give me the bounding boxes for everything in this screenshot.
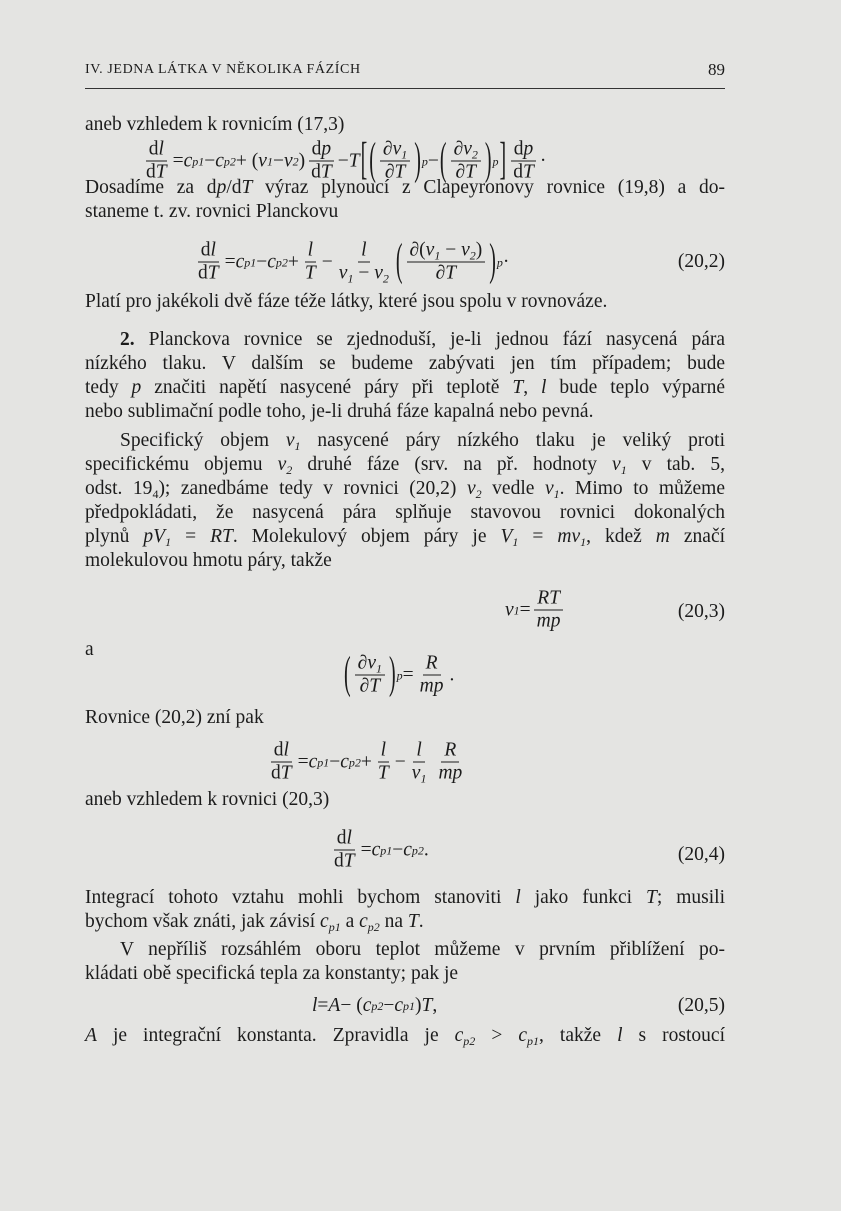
math-variable: l — [158, 138, 164, 160]
subscript: 4 — [152, 487, 159, 501]
equation-v1: v 1 = $\frac{RT}{mp}$ — [505, 588, 567, 633]
text-run: Planckova rovnice se zjednoduší, je-li jednou fází nasycená pára — [134, 329, 725, 350]
paren: ) — [484, 134, 492, 186]
text-line — [85, 706, 725, 730]
math-variable: T — [394, 161, 406, 183]
numerator — [413, 740, 424, 763]
math-variable: c — [215, 150, 224, 171]
math-variable: T — [241, 177, 253, 198]
numerator — [358, 240, 369, 263]
text-run: d — [311, 161, 321, 183]
denominator — [375, 763, 392, 785]
paren: ) — [388, 648, 396, 700]
math-variable: c — [394, 995, 404, 1016]
text-run: značí — [669, 526, 726, 547]
running-title: IV. JEDNA LÁTKA V NĚKOLIKA FÁZÍCH — [85, 62, 361, 77]
math-variable: v — [392, 138, 402, 160]
text-run: na — [379, 911, 408, 932]
subscript: 1 — [553, 487, 560, 501]
math-variable: T — [646, 887, 657, 908]
text-run: vedle — [481, 478, 545, 499]
text-run: d — [146, 161, 156, 183]
text-run: nebo sublimační podle toho, je-li druhá fáze kapalná nebo pevná. — [85, 401, 594, 422]
text-run: ) — [475, 239, 483, 261]
text-run: = — [224, 251, 236, 272]
text-run: d — [271, 762, 281, 784]
math-variable: v — [283, 150, 293, 171]
math-variable: v — [374, 262, 383, 284]
fraction — [417, 653, 447, 698]
text-run: − — [337, 150, 349, 171]
paragraph-clapeyron — [85, 176, 725, 224]
text-run: . — [418, 911, 424, 932]
paren: ) — [414, 134, 421, 186]
equation-dl-dT-simple: $\frac{dl}{dT}$ = c p1 − c p2 . — [328, 828, 429, 873]
math-variable: mp — [536, 610, 561, 632]
text-run: plynů — [85, 526, 144, 547]
paragraph-intro — [85, 113, 725, 137]
subscript: 1 — [294, 439, 301, 453]
math-variable: c — [359, 911, 368, 932]
text-run: nasycené páry nízkého tlaku je veliký proti — [300, 430, 725, 451]
fraction — [407, 240, 486, 285]
text-run: d — [200, 239, 211, 261]
text-run: /d — [226, 177, 242, 198]
denominator — [417, 676, 447, 698]
math-variable: m — [655, 526, 670, 547]
text-run: Rovnice (20,2) zní pak — [85, 707, 264, 728]
paren: ( — [369, 134, 376, 186]
text-run: je integrační konstanta. Zpravidla je — [96, 1025, 455, 1046]
math-variable: v — [544, 478, 554, 499]
text-run: ∂( — [409, 239, 426, 261]
numerator — [334, 828, 355, 851]
text-run: ) — [298, 150, 306, 171]
text-run: − — [383, 995, 395, 1016]
math-variable: v — [277, 454, 287, 475]
text-run: + ( — [235, 150, 259, 171]
math-variable: T — [207, 262, 219, 284]
partial-derivative-group: ( $\frac{\partial v_1}{\partial T}$ ) p — [343, 653, 403, 698]
math-variable: l — [361, 239, 367, 261]
math-variable: R — [425, 652, 438, 674]
numerator — [305, 240, 316, 263]
text-line — [85, 477, 725, 501]
math-variable: v — [612, 454, 621, 475]
paragraph-validity — [85, 290, 725, 314]
fraction — [435, 740, 465, 785]
text-line — [85, 352, 725, 376]
text-run: . Mimo to můžeme — [559, 478, 725, 499]
math-variable: p — [321, 138, 332, 160]
text-run: staneme t. zv. rovnici Planckovu — [85, 201, 339, 222]
text-run: + — [360, 751, 372, 772]
text-line — [85, 429, 725, 453]
math-variable: c — [340, 751, 349, 772]
numerator — [309, 139, 335, 162]
subscript: 1 — [165, 535, 172, 549]
math-variable: c — [235, 251, 245, 272]
text-run: ∂ — [384, 161, 395, 183]
equation-dl-dT-ideal: $\frac{dl}{dT}$ = c p1 − c p2 + $\frac{l}{T}$ − $\frac{l}{v_1}$ $\frac{R}{mp}$ — [265, 740, 468, 785]
subscript: 1 — [434, 248, 441, 263]
text-run: − ( — [340, 995, 363, 1016]
math-variable: p — [523, 138, 534, 160]
math-variable: T — [155, 161, 167, 183]
text-run: , — [523, 377, 542, 398]
subscript: 1 — [347, 271, 354, 286]
text-run: ∂ — [357, 652, 368, 674]
text-run: · — [539, 150, 547, 171]
bracket: ] — [499, 134, 507, 186]
math-variable: V — [500, 526, 513, 547]
paragraph-equation-then — [85, 706, 725, 730]
header-rule — [85, 88, 725, 89]
math-variable: mp — [419, 675, 444, 697]
denominator — [357, 676, 384, 698]
math-variable: T — [465, 161, 476, 183]
subscript: 2 — [469, 248, 476, 263]
math-variable: T — [280, 762, 292, 784]
text-run: d — [311, 138, 322, 160]
numerator — [198, 240, 219, 263]
math-variable: c — [454, 1025, 464, 1046]
math-variable: T — [522, 161, 534, 183]
text-run: d — [336, 827, 347, 849]
text-run: d — [513, 161, 523, 183]
text-run: · — [502, 251, 510, 272]
text-line — [85, 400, 725, 424]
math-variable: l — [346, 827, 352, 849]
denominator — [433, 263, 460, 285]
partial-derivative-group: ( $\frac{\partial(v_1 - v_2)}{\partial T}$ ) p — [395, 240, 503, 285]
numerator — [451, 139, 481, 162]
text-run: ∂ — [382, 138, 393, 160]
math-variable: v — [461, 239, 470, 261]
text-run: předpokládati, že nasycená pára splňuje stavovou rovnici dokonalých — [85, 502, 725, 523]
math-variable: c — [183, 150, 193, 171]
math-variable: v — [425, 239, 435, 261]
fraction — [268, 740, 295, 785]
paren: ( — [395, 235, 403, 287]
equation-planck: $\frac{dl}{dT}$ = c p1 − c p2 + $\frac{l}{T}$ − $\frac{l}{v_1 - v_2}$ ( $\frac{\partial(v_1 - v_2)}{\partial T}$ ) p · — [192, 240, 509, 285]
denominator — [534, 611, 564, 633]
subscript: p2 — [463, 1034, 476, 1048]
math-variable: T — [445, 262, 457, 284]
text-run: a — [340, 911, 360, 932]
text-run: ); zanedbáme tedy v rovnici (20,2) — [158, 478, 467, 499]
text-run: , — [432, 995, 438, 1016]
numerator — [511, 139, 537, 162]
paragraph-regarding — [85, 788, 725, 812]
text-run: značiti napětí nasycené páry při teplotě — [141, 377, 513, 398]
fraction — [534, 588, 564, 633]
subscript: 1 — [375, 661, 382, 676]
text-run: − — [394, 751, 406, 772]
section-number: 2. — [120, 329, 135, 350]
denominator — [302, 263, 319, 285]
math-variable: v — [338, 262, 348, 284]
text-run: = — [172, 150, 184, 171]
subscript: 2 — [382, 271, 389, 286]
text-run: ∂ — [359, 675, 370, 697]
text-run: v tab. 5, — [626, 454, 726, 475]
numerator — [378, 740, 389, 763]
text-run: − — [272, 150, 284, 171]
text-run: ∂ — [435, 262, 446, 284]
paren: ( — [344, 648, 351, 700]
math-variable: T — [304, 262, 316, 284]
text-run: výraz plynoucí z Clapeyronovy rovnice (19,8) a do- — [252, 177, 725, 198]
math-variable: l — [617, 1025, 623, 1046]
text-run: kládati obě specifická tepla za konstanty; pak je — [85, 963, 459, 984]
text-run: + — [287, 251, 299, 272]
math-variable: c — [371, 839, 381, 860]
fraction — [409, 740, 430, 785]
subscript: p1 — [527, 1034, 540, 1048]
subscript: 2 — [471, 147, 478, 162]
math-variable: l — [312, 995, 318, 1016]
math-variable: c — [518, 1025, 528, 1046]
math-variable: l — [515, 887, 521, 908]
text-run: − — [440, 239, 462, 261]
subscript: 1 — [420, 771, 427, 786]
text-run: jako funkci — [520, 887, 647, 908]
text-run: − — [392, 839, 404, 860]
math-variable: RT — [537, 587, 560, 609]
text-run: bychom však znáti, jak závisí — [85, 911, 321, 932]
text-run: druhé fáze (srv. na př. hodnoty — [292, 454, 613, 475]
text-run: , takže — [539, 1025, 618, 1046]
text-run: ∂ — [453, 138, 464, 160]
math-variable: T — [320, 161, 332, 183]
math-variable: l — [210, 239, 216, 261]
text-line — [85, 453, 725, 477]
partial-derivative-group: ( $\frac{\partial v_2}{\partial T}$ ) p — [439, 139, 499, 184]
text-run: − — [329, 751, 341, 772]
text-run: ∂ — [455, 161, 466, 183]
text-line — [85, 886, 725, 910]
text-line — [85, 176, 725, 200]
text-run: tedy — [85, 377, 132, 398]
running-header — [85, 62, 725, 82]
bracket: [ — [360, 134, 368, 186]
equation-number-20-4: (20,4) — [677, 844, 725, 865]
text-run: − — [427, 150, 439, 171]
math-variable: p — [216, 177, 227, 198]
text-run: aneb vzhledem k rovnici (20,3) — [85, 789, 330, 810]
text-run: = — [518, 526, 558, 547]
equation-dv1-dT — [343, 648, 455, 700]
equation-l-linear: l = A − ( c p2 − c p1 ) T , — [312, 995, 438, 1016]
fraction — [355, 653, 385, 698]
text-line — [85, 525, 725, 549]
text-run: = — [317, 995, 329, 1016]
math-variable: c — [320, 911, 329, 932]
text-run: − — [256, 251, 268, 272]
subscript: 1 — [401, 147, 408, 162]
denominator — [435, 763, 465, 785]
math-variable: c — [403, 839, 412, 860]
text-line — [85, 328, 725, 352]
text-run: bude teplo výparné — [546, 377, 726, 398]
text-line — [85, 113, 725, 137]
math-variable: T — [421, 995, 433, 1016]
text-run: d — [198, 262, 208, 284]
text-run: − — [204, 150, 216, 171]
text-line — [85, 376, 725, 400]
text-run: odst. 19 — [85, 478, 153, 499]
text-line — [85, 1024, 725, 1048]
paren: ) — [489, 235, 496, 287]
text-run: = — [297, 751, 309, 772]
page-number: 89 — [708, 60, 725, 79]
text-run: a — [85, 639, 94, 660]
fraction — [195, 240, 222, 285]
text-run: d — [273, 739, 284, 761]
paragraph-integration — [85, 886, 725, 934]
math-variable: v — [285, 430, 295, 451]
math-variable: c — [308, 751, 318, 772]
math-variable: c — [362, 995, 372, 1016]
numerator — [355, 653, 385, 676]
text-run: d — [513, 138, 524, 160]
math-variable: mp — [438, 762, 463, 784]
fraction — [375, 740, 392, 785]
numerator — [441, 740, 459, 763]
subscript: 2 — [286, 463, 293, 477]
text-run: = — [402, 664, 414, 685]
paragraph-constants — [85, 938, 725, 986]
text-run: aneb vzhledem k rovnicím (17,3) — [85, 114, 345, 135]
numerator — [407, 240, 486, 263]
numerator — [271, 740, 292, 763]
equation-dl-dT-general: $\frac{dl}{dT}$ = c p1 − c p2 + ( v 1 − v 2 ) $\frac{dp}{dT}$ − T [ ( $\frac{\partial v_1}{\partial T}$ ) p − ( $\frac{\partial v_2}{\partial T}$ ) p ] $\frac{dp}{dT}$ · — [140, 139, 546, 184]
denominator — [195, 263, 222, 285]
subscript: 1 — [512, 535, 519, 549]
math-variable: v — [367, 652, 376, 674]
subscript: p2 — [367, 920, 380, 934]
text-run: d — [148, 138, 159, 160]
text-run: . Molekulový objem páry je — [232, 526, 501, 547]
math-variable: p — [131, 377, 142, 398]
text-run: Specifický objem — [120, 430, 286, 451]
text-run: ) — [415, 995, 422, 1016]
equation-number-20-2: (20,2) — [677, 251, 725, 272]
math-variable: l — [283, 739, 289, 761]
text-run: , kdež — [586, 526, 656, 547]
math-variable: v — [466, 478, 476, 499]
text-line — [85, 938, 725, 962]
subscript: 1 — [620, 463, 627, 477]
math-variable: v — [411, 762, 421, 784]
partial-derivative-group: ( $\frac{\partial v_1}{\partial T}$ ) p — [368, 139, 428, 184]
fraction — [331, 828, 358, 873]
paren: ( — [439, 134, 447, 186]
math-variable: R — [444, 739, 457, 761]
math-variable: T — [369, 675, 381, 697]
math-variable: T — [407, 911, 419, 932]
math-variable: v — [505, 599, 514, 620]
text-run: ; musili — [656, 887, 726, 908]
math-variable: l — [307, 239, 314, 261]
text-run: s rostoucí — [622, 1025, 725, 1046]
math-variable: v — [463, 138, 472, 160]
text-line — [85, 910, 725, 934]
math-variable: v — [258, 150, 267, 171]
text-run: d — [334, 850, 344, 872]
math-variable: l — [541, 377, 547, 398]
text-line — [85, 962, 725, 986]
numerator — [534, 588, 563, 611]
text-line — [85, 290, 725, 314]
text-run: Dosadíme za d — [85, 177, 217, 198]
text-line — [85, 501, 725, 525]
fraction — [302, 240, 319, 285]
math-variable: RT — [210, 526, 233, 547]
text-run: molekulovou hmotu páry, takže — [85, 550, 332, 571]
equation-number-20-3: (20,3) — [677, 601, 725, 622]
numerator — [146, 139, 167, 162]
denominator — [268, 763, 295, 785]
math-variable: pV — [143, 526, 166, 547]
text-run: − — [321, 251, 333, 272]
text-run: Platí pro jakékoli dvě fáze téže látky, které jsou spolu v rovnováze. — [85, 291, 608, 312]
text-run: − — [353, 262, 375, 284]
paragraph-section-2 — [85, 328, 725, 424]
text-run: nízkého tlaku. V dalším se budeme zabývati jen tím případem; bude — [85, 353, 725, 374]
denominator — [331, 851, 358, 873]
subscript: 2 — [475, 487, 482, 501]
math-variable: l — [380, 739, 387, 761]
text-run: . — [449, 664, 455, 685]
text-run: = — [171, 526, 211, 547]
math-variable: T — [512, 377, 524, 398]
text-run: . — [423, 839, 429, 860]
math-variable: l — [416, 739, 422, 761]
math-variable: A — [328, 995, 341, 1016]
math-variable: c — [267, 251, 276, 272]
text-run: Integrací tohoto vztahu mohli bychom stanoviti — [85, 887, 516, 908]
subscript: 1 — [580, 535, 587, 549]
subscript: p1 — [328, 920, 341, 934]
text-run: V nepříliš rozsáhlém oboru teplot můžeme v prvním přiblížení po- — [120, 939, 725, 960]
denominator — [409, 763, 430, 785]
text-run: specifickému objemu — [85, 454, 278, 475]
denominator — [336, 263, 392, 285]
paragraph-specific-volume — [85, 429, 725, 573]
paragraph-integration-constant — [85, 1024, 725, 1048]
fraction — [336, 240, 392, 285]
text-run: = — [519, 599, 531, 620]
math-variable: T — [343, 850, 355, 872]
text-line — [85, 200, 725, 224]
text-run: > — [475, 1025, 519, 1046]
math-variable: A — [85, 1025, 97, 1046]
text-line — [85, 788, 725, 812]
text-line — [85, 549, 725, 573]
math-variable: T — [348, 150, 360, 171]
text-run: = — [360, 839, 372, 860]
math-variable: T — [377, 762, 389, 784]
numerator — [423, 653, 441, 676]
numerator — [380, 139, 410, 162]
math-variable: mv — [557, 526, 581, 547]
equation-number-20-5: (20,5) — [677, 995, 725, 1016]
